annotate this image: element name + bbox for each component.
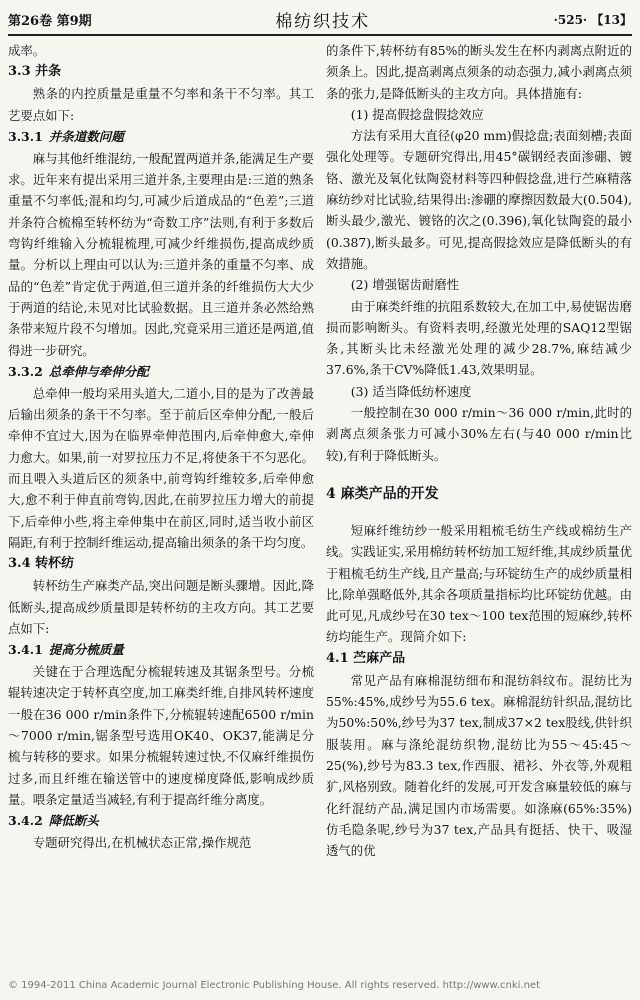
subsection-number: 3.4.1: [8, 642, 43, 658]
right-column: [326, 40, 632, 978]
paragraph: 专题研究得出,在机械状态正常,操作规范: [32, 835, 252, 851]
subsection-title: 提高分梳质量: [48, 642, 124, 658]
list-item: (2) 增强锯齿耐磨性: [350, 277, 460, 293]
running-header: [8, 4, 632, 36]
left-column: [8, 40, 314, 978]
paragraph: 转杯纺生产麻类产品,突出问题是断头骤增。因此,降低断头,提高成纱质量即是转杯纺的主攻方向。其工艺要点如下:: [8, 578, 314, 636]
page-number: ·525· 【13】: [553, 12, 632, 27]
chapter-heading: 4 麻类产品的开发: [326, 485, 439, 502]
paragraph: 的条件下,转杯纺有85%的断头发生在杯内剥离点附近的须条上。因此,提高剥离点须条的动态强力,减小剥离点须条的张力,是降低断头的主攻方向。具体措施有:: [326, 43, 632, 101]
paragraph: 方法有采用大直径(φ20 mm)假捻盘;表面刻槽;表面强化处理等。专题研究得出,用45°碳钢经表面渗硼、镀铬、激光及氧化钛陶瓷材料等四种假捻盘,进行苎麻精落麻纺纱对比试验,结果得出:渗硼的摩擦因数最大(0.504),断头最少,激光、镀铬的次之(0.396),氧化钛陶瓷的最小(0.387),断头最多。可见,提高假捻效应是降低断头的有效措施。: [326, 128, 632, 271]
paragraph: 总牵伸一般均采用头道大,二道小,目的是为了改善最后输出须条的条干不匀率。至于前后区牵伸分配,一般后牵伸不宜过大,因为在临界牵伸范围内,后牵伸愈大,牵伸力愈大。如果,前一对罗拉压力不足,将使条干不匀恶化。而且喂入头道后区的须条中,前弯钩纤维较多,后牵伸愈大,愈不利于伸直前弯钩,因此,在前罗拉压力增大的前提下,后牵伸小些,将主牵伸集中在前区,同时,适当收小前区隔距,有利于控制纤维运动,提高输出须条的条干均匀度。: [8, 385, 314, 550]
paragraph: 由于麻类纤维的抗阻系数较大,在加工中,易使锯齿磨损而影响断头。有资料表明,经激光处理的SAQ12型锯条,其断头比未经激光处理的减少28.7%,麻结减少37.6%,条干CV%降低1.43,效果明显。: [326, 298, 632, 378]
section-heading: 3.3 并条: [8, 64, 62, 80]
subsection-heading: [8, 810, 314, 832]
paragraph: 成率。: [8, 43, 46, 58]
paragraph: 一般控制在30 000 r/min～36 000 r/min,此时的剥离点须条张力可减小30%左右(与40 000 r/min比较),有利于降低断头。: [326, 405, 632, 463]
subsection-title: 降低断头: [48, 813, 99, 829]
subsection-title: 总牵伸与牵伸分配: [48, 363, 149, 379]
section-heading: 3.4 转杯纺: [8, 556, 75, 572]
subsection-number: 3.4.2: [8, 813, 43, 829]
subsection-title: 并条道数问题: [48, 128, 124, 144]
list-item: (3) 适当降低纺杯速度: [350, 383, 472, 399]
paragraph: 常见产品有麻棉混纺细布和混纺斜纹布。混纺比为55%:45%,成纱号为55.6 tex。麻棉混纺针织品,混纺比为50%:50%,纱号为37 tex,制成37×2 tex股线,供针织服装用。麻与涤纶混纺织物,混纺比为55～45:45～25(%),纱号为83.3 tex,作西服、裙衫、外衣等,外观粗犷,风格别致。随着化纤的发展,可开发含麻量较低的麻与化纤混纺产品,满足国内市场需要。如涤麻(65%:35%)仿毛隐条呢,纱号为37 tex,产品具有挺括、快干、吸湿透气的优: [326, 672, 632, 859]
journal-title: 棉纺织技术: [275, 11, 371, 32]
section-heading: 4.1 苎麻产品: [326, 650, 406, 666]
subsection-number: 3.3.1: [8, 128, 43, 144]
subsection-heading: [8, 361, 314, 383]
subsection-heading: [8, 126, 314, 148]
paragraph: 麻与其他纤维混纺,一般配置两道并条,能满足生产要求。近年来有提出采用三道并条,主要理由是:三道的熟条重量不匀率低;混和均匀,可减少后道成品的“色差”;三道并条符合梳棉至转杯纺为“奇数工序”法则,有利于多数后弯钩纤维输入分梳辊梳理,可减少纤维损伤,提高成纱质量。分析以上理由可以认为:三道并条的重量不匀率、成品的“色差”肯定优于两道,但三道并条的纤维损伤大大少于两道的结论,未见对比试验数据。且三道并条必然给熟条带来短片段不匀增加。因此,究竟采用三道还是两道,值得进一步研究。: [8, 150, 314, 358]
paragraph: 关键在于合理选配分梳辊转速及其锯条型号。分梳辊转速决定于转杯真空度,加工麻类纤维,自排风转杯速度一般在36 000 r/min条件下,分梳辊转速配6500 r/min～7000 r/min,锯条型号选用OK40、OK37,能满足分梳与转移的要求。如果分梳辊转速过快,不仅麻纤维损伤过多,而且纤维在输送管中的速度梯度降低,影响成纱质量。喂条定量适当减轻,有利于提高纤维分离度。: [8, 664, 314, 807]
copyright-footer: © 1994-2011 China Academic Journal Electronic Publishing House. All rights reserved. http://www.cnki.net: [8, 980, 540, 991]
subsection-number: 3.3.2: [8, 363, 43, 379]
paragraph: 短麻纤维纺纱一般采用粗梳毛纺生产线或棉纺生产线。实践证实,采用棉纺转杯纺加工短纤维,其成纱质量优于粗梳毛纺生产线,且产量高;与环锭纺生产的成纱质量相比,除单强略低外,其余各项质量指标均比环锭纺优越。由此可见,凡成纱号在30 tex～100 tex范围的短麻纱,转杯纺均能生产。现简介如下:: [326, 522, 632, 645]
subsection-heading: [8, 639, 314, 661]
body-columns: [8, 40, 632, 978]
list-item: (1) 提高假捻盘假捻效应: [350, 106, 484, 122]
paragraph: 熟条的内控质量是重量不匀率和条干不匀率。其工艺要点如下:: [8, 86, 314, 123]
volume-issue: 第26卷 第9期: [8, 13, 92, 29]
